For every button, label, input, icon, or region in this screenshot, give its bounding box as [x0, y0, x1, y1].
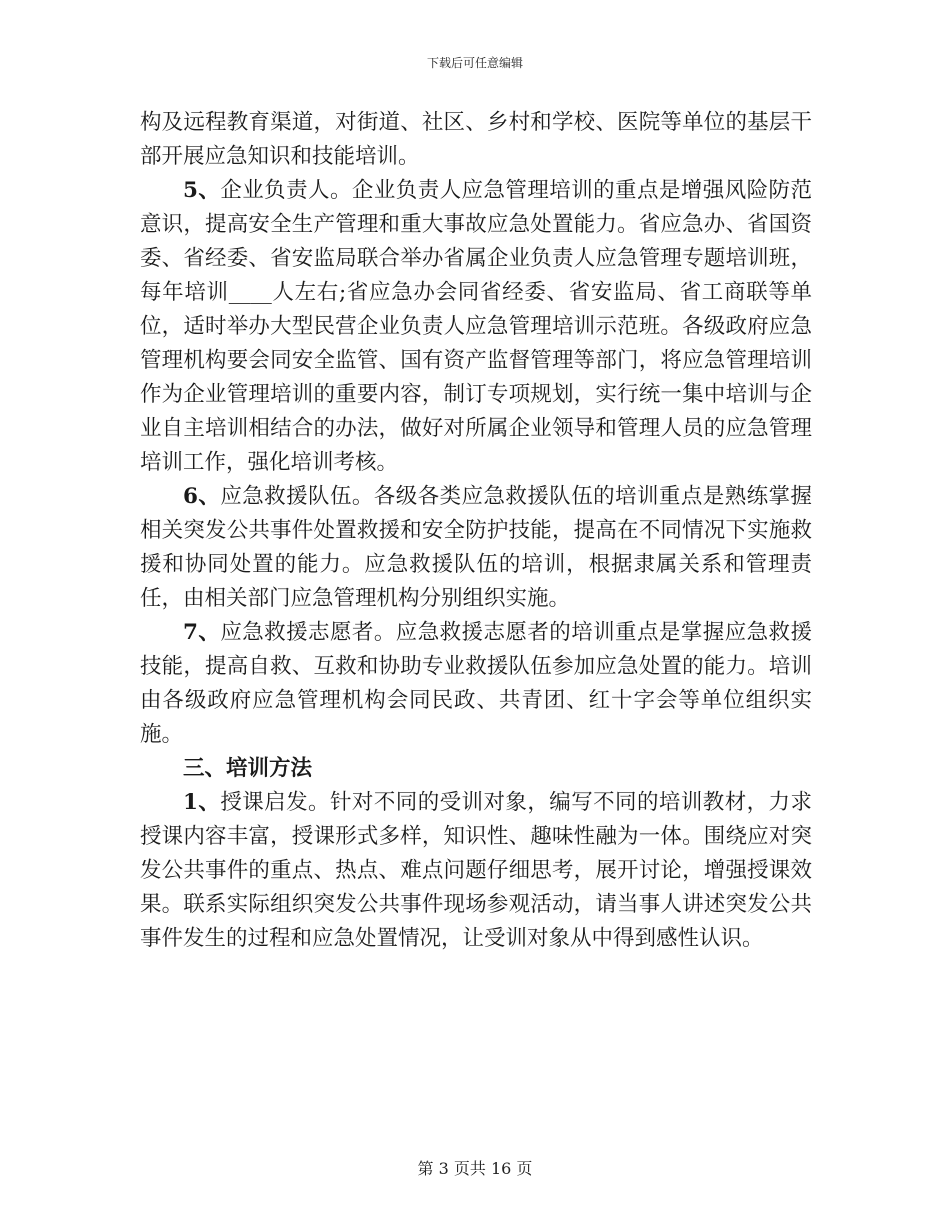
page-footer: 第 3 页共 16 页 [417, 1159, 533, 1178]
paragraph-continuation [140, 106, 812, 174]
paragraph-text: 构及远程教育渠道，对街道、社区、乡村和学校、医院等单位的基层干部开展应急知识和技能培训。 [140, 110, 812, 169]
section-heading: 三、培训方法 [183, 756, 313, 781]
item-number: 5、 [183, 178, 221, 203]
page-header: 下载后可任意编辑 [426, 56, 523, 70]
paragraph-text: 企业负责人。企业负责人应急管理培训的重点是增强风险防范意识，提高安全生产管理和重大事故应急处置能力。省应急办、省国资委、省经委、省安监局联合举办省属企业负责人应急管理专题培训班，每年培训____人左右;省应急办会同省经委、省安监局、省工商联等单位，适时举办大型民营企业负责人应急管理培训示范班。各级政府应急管理机构要会同安全监管、国有资产监督管理等部门，将应急管理培训作为企业管理培训的重要内容，制订专项规划，实行统一集中培训与企业自主培训相结合的办法，做好对所属企业领导和管理人员的应急管理培训工作，强化培训考核。 [140, 178, 812, 475]
paragraph-text: 授课启发。针对不同的受训对象，编写不同的培训教材，力求授课内容丰富，授课形式多样，知识性、趣味性融为一体。围绕应对突发公共事件的重点、热点、难点问题仔细思考，展开讨论，增强授课效果。联系实际组织突发公共事件现场参观活动，请当事人讲述突发公共事件发生的过程和应急处置情况，让受训对象从中得到感性认识。 [140, 790, 812, 951]
document-body [140, 106, 812, 956]
paragraph-item-5 [140, 174, 812, 480]
paragraph-text: 应急救援志愿者。应急救援志愿者的培训重点是掌握应急救援技能，提高自救、互救和协助专业救援队伍参加应急处置的能力。培训由各级政府应急管理机构会同民政、共青团、红十字会等单位组织实施。 [140, 620, 812, 747]
item-number: 1、 [183, 790, 221, 815]
item-number: 7、 [183, 620, 221, 645]
item-number: 6、 [183, 484, 221, 509]
paragraph-item-7 [140, 616, 812, 752]
paragraph-text: 应急救援队伍。各级各类应急救援队伍的培训重点是熟练掌握相关突发公共事件处置救援和安全防护技能，提高在不同情况下实施救援和协同处置的能力。应急救援队伍的培训，根据隶属关系和管理责任，由相关部门应急管理机构分别组织实施。 [140, 484, 812, 611]
paragraph-method-1 [140, 786, 812, 956]
paragraph-item-6 [140, 480, 812, 616]
